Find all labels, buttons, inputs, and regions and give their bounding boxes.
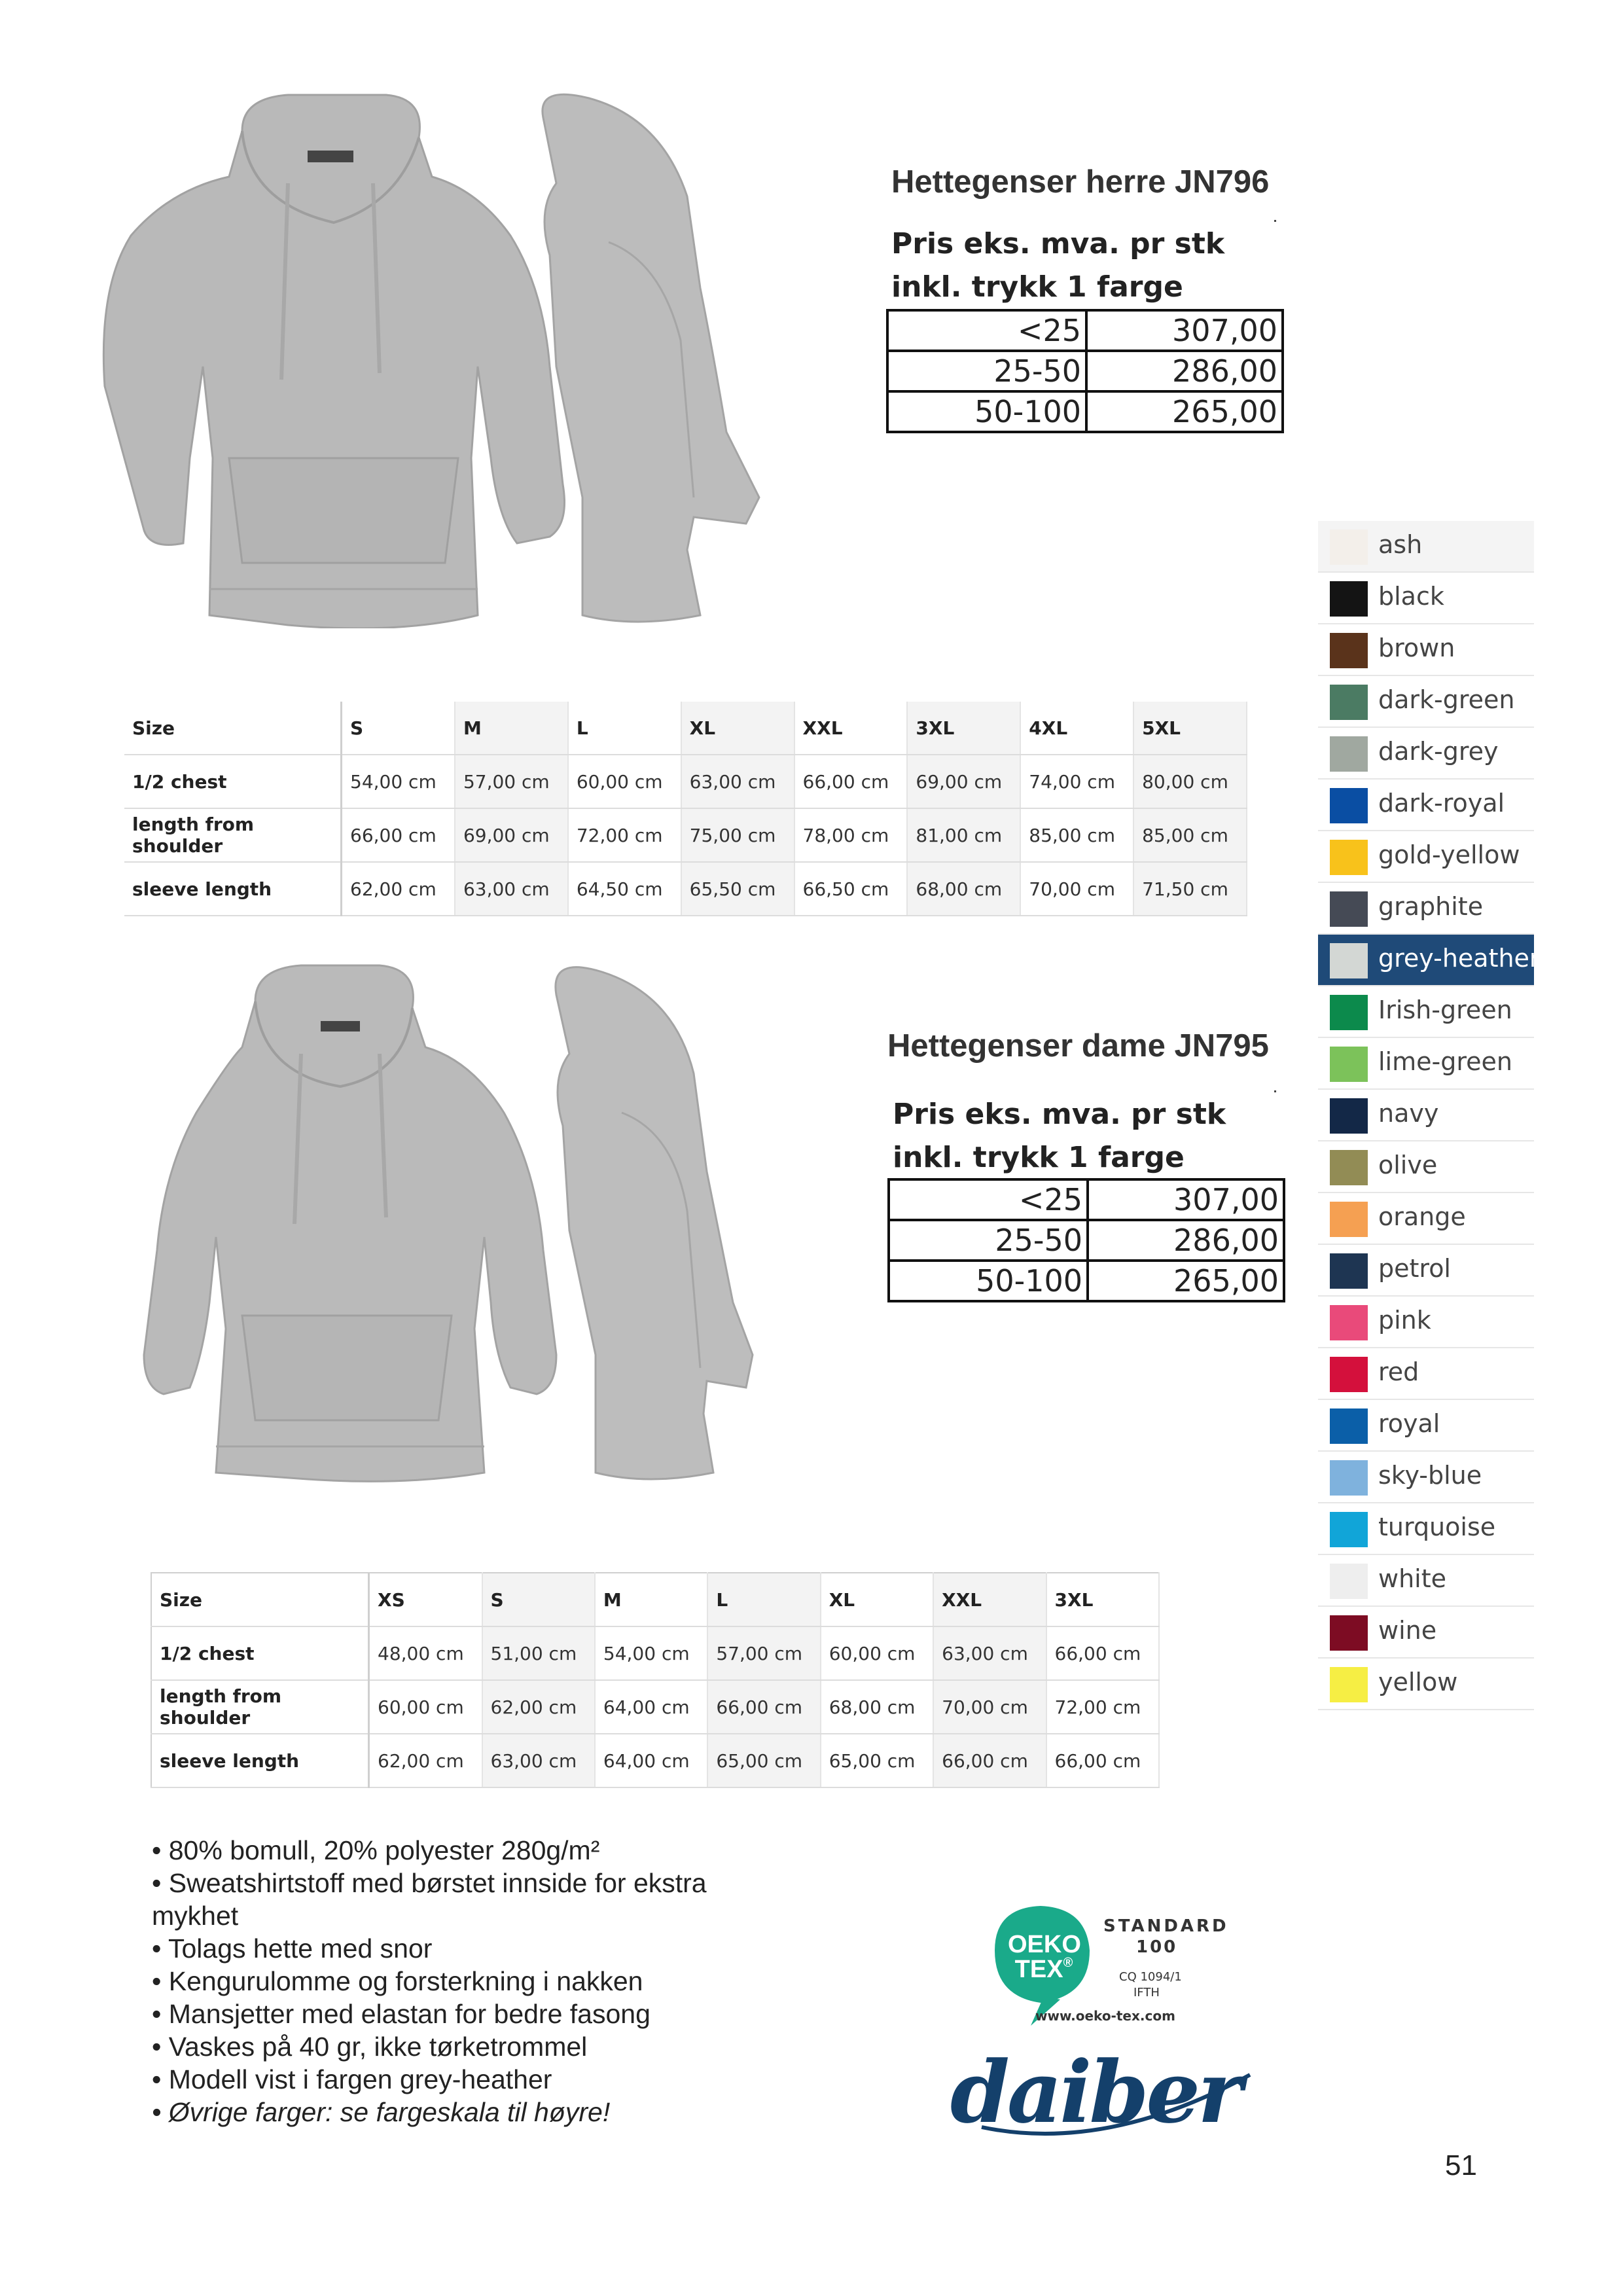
oeko-tex-logo [982, 1898, 1243, 2029]
table-row [151, 1734, 1159, 1787]
table-cell: 60,00 cm [568, 755, 681, 808]
color-name: dark-grey [1378, 737, 1499, 766]
price-value: 307,00 [1088, 1179, 1284, 1220]
color-chip [1330, 1667, 1368, 1702]
table-cell: 66,00 cm [794, 755, 908, 808]
feature-list [152, 1834, 806, 2128]
color-swatch-item [1318, 1297, 1534, 1348]
oeko-standard-label: STANDARD [1103, 1916, 1229, 1936]
color-name: black [1378, 582, 1444, 611]
color-chip [1330, 685, 1368, 720]
table-header-row [151, 1573, 1159, 1626]
color-chip [1330, 1615, 1368, 1651]
color-chip [1330, 943, 1368, 978]
table-row [124, 862, 1247, 916]
color-chip [1330, 1564, 1368, 1599]
color-chip [1330, 1047, 1368, 1082]
men-hoodie-front-photo [92, 92, 576, 628]
price-value: 307,00 [1086, 310, 1283, 351]
color-swatch-item [1318, 1659, 1534, 1710]
men-size-table [124, 702, 1247, 916]
table-header-cell: XXL [933, 1573, 1046, 1626]
color-swatch-item [1318, 624, 1534, 676]
price-row [887, 351, 1283, 391]
list-item: • Øvrige farger: se fargeskala til høyre! [152, 2097, 611, 2127]
color-swatch-item [1318, 780, 1534, 831]
color-swatch-item [1318, 1038, 1534, 1090]
table-cell: 64,50 cm [568, 862, 681, 916]
men-price-heading [891, 223, 1224, 309]
oeko-institute: IFTH [1133, 1986, 1160, 2000]
women-price-heading-line2: inkl. trykk 1 farge [893, 1141, 1185, 1174]
table-cell: 69,00 cm [907, 755, 1020, 808]
color-name: royal [1378, 1409, 1440, 1438]
color-swatch-item [1318, 728, 1534, 780]
table-row [124, 755, 1247, 808]
oeko-badge-line2: TEX [1014, 1956, 1063, 1983]
table-header-cell: XS [369, 1573, 482, 1626]
color-swatch-item [1318, 1452, 1534, 1503]
color-name: yellow [1378, 1668, 1458, 1696]
price-value: 265,00 [1088, 1261, 1284, 1301]
color-chip [1330, 1460, 1368, 1496]
table-cell: 64,00 cm [595, 1734, 707, 1787]
table-cell: 78,00 cm [794, 808, 908, 862]
table-header-cell: S [482, 1573, 595, 1626]
color-swatch-item [1318, 1090, 1534, 1141]
color-chip [1330, 1253, 1368, 1289]
table-cell: 62,00 cm [342, 862, 455, 916]
color-swatch-item [1318, 676, 1534, 728]
table-cell: 72,00 cm [568, 808, 681, 862]
table-cell: 68,00 cm [907, 862, 1020, 916]
price-row [889, 1220, 1284, 1261]
color-name: orange [1378, 1202, 1466, 1231]
color-name: wine [1378, 1616, 1437, 1645]
oeko-standard-number: 100 [1136, 1937, 1178, 1957]
table-header-cell: S [342, 702, 455, 755]
table-cell: 60,00 cm [821, 1626, 933, 1680]
color-swatch-item [1318, 883, 1534, 935]
color-name: grey-heather [1378, 944, 1540, 973]
list-item: • Kengurulomme og forsterkning i nakken [152, 1966, 643, 1996]
table-cell: 85,00 cm [1133, 808, 1247, 862]
color-swatch-list [1318, 521, 1540, 1710]
color-chip [1330, 736, 1368, 772]
table-cell: 65,00 cm [707, 1734, 820, 1787]
table-cell: 68,00 cm [821, 1680, 933, 1734]
women-product-title: Hettegenser dame JN795 [887, 1028, 1269, 1064]
color-name: ash [1378, 530, 1423, 559]
table-cell: sleeve length [124, 862, 342, 916]
price-value: 286,00 [1086, 351, 1283, 391]
table-cell: 80,00 cm [1133, 755, 1247, 808]
color-name: Irish-green [1378, 996, 1512, 1024]
men-product-title: Hettegenser herre JN796 [891, 164, 1270, 200]
list-item: • Modell vist i fargen grey-heather [152, 2064, 552, 2094]
table-header-cell: 3XL [1046, 1573, 1159, 1626]
table-cell: 64,00 cm [595, 1680, 707, 1734]
dot [1274, 1090, 1276, 1092]
color-name: brown [1378, 634, 1455, 662]
table-cell: 66,50 cm [794, 862, 908, 916]
color-swatch-item [1318, 831, 1534, 883]
oeko-badge-line2-wrap [1008, 1956, 1080, 1984]
table-cell: 1/2 chest [124, 755, 342, 808]
table-cell: 63,00 cm [681, 755, 794, 808]
table-cell: sleeve length [151, 1734, 369, 1787]
table-header-cell: Size [151, 1573, 369, 1626]
women-price-table [887, 1178, 1285, 1302]
men-hoodie-side-photo [530, 92, 779, 628]
table-cell: 63,00 cm [482, 1734, 595, 1787]
table-cell: 48,00 cm [369, 1626, 482, 1680]
color-swatch-item [1318, 1607, 1534, 1659]
color-name: navy [1378, 1099, 1439, 1128]
color-name: gold-yellow [1378, 840, 1520, 869]
price-qty: 25-50 [887, 351, 1086, 391]
women-price-heading-line1: Pris eks. mva. pr stk [893, 1098, 1226, 1131]
oeko-cert-number: CQ 1094/1 [1119, 1970, 1182, 1984]
list-item: • Mansjetter med elastan for bedre fasong [152, 1999, 651, 2029]
price-qty: 50-100 [889, 1261, 1088, 1301]
color-chip [1330, 1305, 1368, 1340]
table-header-row [124, 702, 1247, 755]
color-name: graphite [1378, 892, 1484, 921]
color-chip [1330, 1357, 1368, 1392]
color-swatch-item [1318, 1400, 1534, 1452]
color-swatch-item [1318, 1555, 1534, 1607]
color-chip [1330, 1098, 1368, 1134]
women-hoodie-side-photo [543, 962, 785, 1486]
table-header-cell: L [568, 702, 681, 755]
table-cell: 57,00 cm [707, 1626, 820, 1680]
color-chip [1330, 1202, 1368, 1237]
color-chip [1330, 633, 1368, 668]
table-row [151, 1626, 1159, 1680]
color-name: lime-green [1378, 1047, 1512, 1076]
table-cell: 60,00 cm [369, 1680, 482, 1734]
color-swatch-item [1318, 573, 1534, 624]
table-header-cell: 4XL [1020, 702, 1133, 755]
color-swatch-item [1318, 1348, 1534, 1400]
color-swatch-item [1318, 1245, 1534, 1297]
color-name: red [1378, 1357, 1419, 1386]
color-name: petrol [1378, 1254, 1451, 1283]
color-chip [1330, 1150, 1368, 1185]
color-name: dark-green [1378, 685, 1515, 714]
color-chip [1330, 529, 1368, 565]
price-qty: <25 [887, 310, 1086, 351]
table-cell: 66,00 cm [1046, 1734, 1159, 1787]
women-hoodie-front-photo [118, 962, 576, 1486]
price-row [887, 310, 1283, 351]
table-cell: 57,00 cm [455, 755, 568, 808]
men-price-table [886, 309, 1284, 433]
table-cell: 62,00 cm [369, 1734, 482, 1787]
table-cell: 66,00 cm [342, 808, 455, 862]
color-swatch-item [1318, 1503, 1534, 1555]
color-name: olive [1378, 1151, 1438, 1179]
table-header-cell: XL [681, 702, 794, 755]
color-chip [1330, 891, 1368, 927]
table-cell: 66,00 cm [933, 1734, 1046, 1787]
price-value: 286,00 [1088, 1220, 1284, 1261]
list-item: mykhet [152, 1901, 239, 1931]
table-cell: 54,00 cm [595, 1626, 707, 1680]
table-cell: 54,00 cm [342, 755, 455, 808]
color-name: white [1378, 1564, 1446, 1593]
women-price-heading [893, 1093, 1226, 1179]
table-cell: 62,00 cm [482, 1680, 595, 1734]
oeko-badge-line1: OEKO [1008, 1931, 1081, 1958]
table-header-cell: 3XL [907, 702, 1020, 755]
list-item: • Sweatshirtstoff med børstet innside for ekstra [152, 1868, 707, 1898]
table-cell: 66,00 cm [1046, 1626, 1159, 1680]
oeko-url: www.oeko-tex.com [1035, 2008, 1175, 2024]
table-cell: 72,00 cm [1046, 1680, 1159, 1734]
table-header-cell: L [707, 1573, 820, 1626]
table-header-cell: 5XL [1133, 702, 1247, 755]
page-number: 51 [1445, 2149, 1477, 2181]
table-cell: 1/2 chest [151, 1626, 369, 1680]
table-cell: 85,00 cm [1020, 808, 1133, 862]
table-cell: 65,00 cm [821, 1734, 933, 1787]
price-value: 265,00 [1086, 391, 1283, 432]
color-swatch-item [1318, 1141, 1534, 1193]
table-row [124, 808, 1247, 862]
list-item: • 80% bomull, 20% polyester 280g/m² [152, 1835, 600, 1865]
color-chip [1330, 995, 1368, 1030]
color-name: sky-blue [1378, 1461, 1482, 1490]
oeko-badge-reg: ® [1063, 1956, 1073, 1970]
table-header-cell: XXL [794, 702, 908, 755]
price-qty: 25-50 [889, 1220, 1088, 1261]
list-item: • Tolags hette med snor [152, 1933, 433, 1964]
dot [1274, 220, 1276, 222]
table-cell: 81,00 cm [907, 808, 1020, 862]
list-item: • Vaskes på 40 gr, ikke tørketrommel [152, 2032, 588, 2062]
table-cell: 63,00 cm [933, 1626, 1046, 1680]
women-size-table [151, 1572, 1160, 1788]
men-price-heading-line2: inkl. trykk 1 farge [891, 270, 1183, 304]
table-header-cell: M [595, 1573, 707, 1626]
table-cell: 63,00 cm [455, 862, 568, 916]
table-header-cell: XL [821, 1573, 933, 1626]
color-chip [1330, 581, 1368, 617]
price-row [889, 1179, 1284, 1220]
color-chip [1330, 840, 1368, 875]
table-cell: 66,00 cm [707, 1680, 820, 1734]
color-name: pink [1378, 1306, 1431, 1335]
table-cell: length from shoulder [124, 808, 342, 862]
color-swatch-item [1318, 521, 1534, 573]
table-cell: 65,50 cm [681, 862, 794, 916]
daiber-logo [942, 2029, 1270, 2160]
color-chip [1330, 788, 1368, 823]
table-cell: 69,00 cm [455, 808, 568, 862]
price-qty: <25 [889, 1179, 1088, 1220]
table-row [151, 1680, 1159, 1734]
daiber-wordmark: daiber [950, 2042, 1240, 2142]
color-chip [1330, 1512, 1368, 1547]
color-swatch-item [1318, 935, 1540, 986]
table-cell: 75,00 cm [681, 808, 794, 862]
color-swatch-item [1318, 1193, 1534, 1245]
color-swatch-item [1318, 986, 1534, 1038]
color-name: turquoise [1378, 1513, 1496, 1541]
color-chip [1330, 1408, 1368, 1444]
price-row [889, 1261, 1284, 1301]
table-header-cell: M [455, 702, 568, 755]
table-cell: 71,50 cm [1133, 862, 1247, 916]
color-name: dark-royal [1378, 789, 1505, 817]
table-cell: 74,00 cm [1020, 755, 1133, 808]
table-cell: 51,00 cm [482, 1626, 595, 1680]
price-row [887, 391, 1283, 432]
price-qty: 50-100 [887, 391, 1086, 432]
table-cell: 70,00 cm [1020, 862, 1133, 916]
table-cell: 70,00 cm [933, 1680, 1046, 1734]
table-header-cell: Size [124, 702, 342, 755]
men-price-heading-line1: Pris eks. mva. pr stk [891, 227, 1225, 260]
table-cell: length from shoulder [151, 1680, 369, 1734]
